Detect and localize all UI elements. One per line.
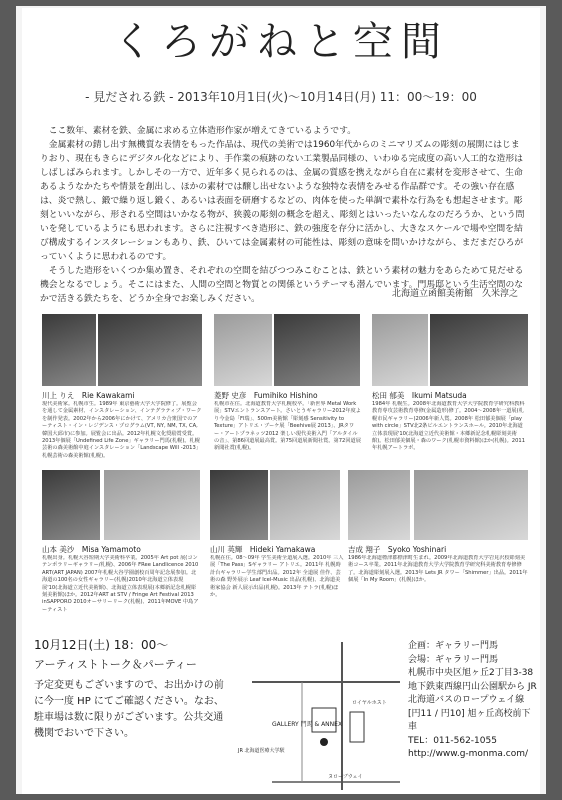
artist-bio: 現代美術家。札幌市生。1989年 東京藝術大学大学院修了。展覧会を通して金属素材、インスタレーション、インテグラティブ・ワークを制作発表。2002年から2006年にかけて、アメリカ合衆国でのアーティスト・イン・レジデンス・プログラム(VT, NY, NM, TX, CA, 韓国大邱市)に参加。展覧会に出品。2012年札幌文化奨励賞受賞。2013年個展「Undefined Life Zone」ギャラリー門馬(札幌)。札幌芸術の森美術館中庭インスタレーション「Landscape Will -2013」札幌芸術の森美術館(札幌)。 (42, 401, 202, 459)
access-map (232, 642, 400, 790)
map-station-label: JR 北海道医療大学駅 (238, 748, 285, 754)
artist-name: 山本 美沙 Misa Yamamoto (42, 545, 141, 554)
venue-info (408, 640, 538, 762)
intro-paragraph: そうした造形をいくつか集め置き、それぞれの空間を結びつつみこむことは、鉄という素材の魅力をあらためて見だせる機会となるでしょう。そこにはまた、人間の空間と物質との関係というテーマも潜んでいます。門馬邸という生活空間のなかで活きる鉄たちを、どうか全身でお楽しみください。 (40, 266, 524, 304)
artwork-photo (98, 314, 202, 386)
artist-bio: 札幌在住。08〜09年 学生美術全道展入選。2010年 三人展「The Pass」Sギャラリー アトリエ。2011年 札幌時計台ギャラリー学生部門出品。2012年 全道展 佳作、芸術の森 野外展示 Leaf Icel-Music 出品(札幌)、北海道美術家協会 新人展示出品(札幌)。2013年 テトラ(札幌)ほか。 (210, 555, 344, 599)
website-link[interactable]: http://www.g-monma.com/ (408, 749, 529, 759)
artist-name: 松田 郁美 Ikumi Matsuda (372, 391, 467, 400)
map-gallery-label: GALLERY 門馬 & ANNEX (272, 721, 343, 728)
artist-bio: 札幌出身。札幌大谷短期大学美術科卒業。2005年 Art pot 展(コンテンポラリーギャラリー/札幌)、2006年 FRee Landlicence 2010 ART(ART JAPAN) 2007年札幌大谷学園創校百周年記念展参加。北海道の100名の女性ギャラリー(札幌)2010年北海道立体表現展'10(北海道立近代美術館)、北海道立体表現展(本郷新記念札幌彫刻美術館)ほか。2012年ART at STV / Fringe Art Festival 2013 inSAPPORO 2010オーサリーリーク(札幌)、2011年MOVE 中島アーティスト (42, 555, 199, 613)
artist-name: 吉成 翔子 Syoko Yoshinari (348, 545, 447, 554)
artist-portrait (210, 470, 268, 540)
artist-name: 山川 英輝 Hideki Yamakawa (210, 545, 316, 554)
info-line: 企画：ギャラリー門馬 (408, 641, 499, 651)
intro-paragraph: 金属素材の錆し出す無機質な表情をもった作品は、現代の美術では1960年代からのミニマリズムの彫刻の展開にはじまりおり、現在もきらにデジタル化などにより、手作業の痕跡のない工業製品同様の、いわゆる完成度の高い人工的な造形はしばしばみられます。しかしその一方で、近年多く見られるのは、金属の質感を携えながら自在に素材を変形させて、生命あるようなかたちや情景を創出し、ほかの素材では醸し出せないような独特な表情をみせる作品群です。その強い存在感は、炎で熱し、鍛で繰り返し鍛く、あるいは表面を研磨するなどの、肉体を使った単調で素朴な行為をも想起させます。彫刻といいながら、形される空間はいかなる物が、狭義の彫刻の概念を超え、彫刻とはいったいなんなのだろうか、という問いを発しているようにも思われます。さらに注視すべき造形に、鉄の強度を存分に活かし、大きなスケールで場や空間を結び構成するインスタレーションもあり、鉄、ひいては金属素材の可能性は、彫刻の意味を問いかけながら、まだまだひろがっていくように思われるのです。 (40, 140, 525, 262)
artwork-photo (414, 470, 528, 540)
info-line: [円11 / 円10] 旭ヶ丘高校前下車 (408, 708, 531, 732)
artist-portrait (42, 314, 96, 386)
artwork-photo (270, 470, 340, 540)
artist-name: 菱野 史彦 Fumihiko Hishino (214, 391, 318, 400)
talk-date: 10月12日(土) 18：00〜 (34, 638, 169, 652)
flyer-content (22, 8, 540, 794)
info-line: 会場：ギャラリー門馬 (408, 654, 499, 665)
artwork-photo (274, 314, 360, 386)
exhibition-subtitle: - 見だされる鉄 - 2013年10月1日(火)〜10月14日(月) 11：00〜19：00 (85, 90, 477, 104)
info-line: 札幌市中央区旭ヶ丘2丁目3-38 (408, 668, 534, 678)
artist-portrait (372, 314, 428, 386)
artist-name: 川上 りえ Rie Kawakami (42, 391, 135, 400)
exhibition-title: くろがねと空間 (113, 19, 449, 65)
visit-note: 予定変更もございますので、お出かけの前に今一度 HP にてご確認ください。なお、駐車場は数に限りがございます。公共交通機関でおいで下さい。 (34, 680, 224, 739)
map-road-label: ロイヤルホスト (352, 700, 387, 706)
artist-portrait (42, 470, 100, 540)
artist-portrait (214, 314, 272, 386)
intro-paragraph: ここ数年、素材を鉄、金属に求める立体造形作家が増えてきているようです。 (48, 126, 356, 136)
info-line: 地下鉄東西線円山公園駅から JR 北海道バスのロープウェイ線 (408, 681, 537, 705)
author-signature: 北海道立函館美術館 久米淳之 (391, 289, 518, 299)
info-line: TEL：011-562-1055 (408, 735, 497, 746)
artist-portrait (348, 470, 410, 540)
artwork-photo (104, 470, 200, 540)
artist-bio: 1986年北海道標津郡標津町生まれ。2009年北海道教育大学岩見沢校彫刻美術コース卒業。2011年北海道教育大学大学院教育学研究科美術教育専修修了。北海道彫刻展入選。2013年 Lets JR タワー「Shimmer」出品。2011年個展「In My Room」(札幌)ほか。 (348, 555, 528, 584)
artist-bio: 1984年 札幌生。2008年北海道教育大学大学院教育学研究科教科教育専攻芸術教育専修(金属造形)修了。2004〜2008年一道展(札幌市民ギャラリー)2006年新人賞。2008年 松田郁美個展「play with circle」STV北2条ビルエントランスホール。2010年北海道立体表現展'10(北海道立近代美術館・本郷新記念札幌彫刻美術館)。松田郁美個展・森のワーク(札幌市資料館)ほか(札幌)。2011年札幌アートラボ。 (372, 401, 526, 452)
map-road-label: ヌローブウェイ (328, 774, 363, 780)
artist-bio: 札幌市在住。北海道教育大学札幌校卒。「新世界 Metal Work 展」STVエントランスアート。さいとうギャラリー2012年度より今金島「Fl瑞」、500m美術館「彫刻感 Sensitivity to Texture」アトリエ・ブーケ展「Beehive展 2013」、JRタワー・アートプラネッツ2012 楽しい現代美術入門「アルタイルの音」、第86回道展最高賞。第75回道展新聞社賞。第72回道展新聞社賞(札幌)。 (214, 401, 361, 452)
intro-text (40, 124, 526, 306)
talk-title: アーティストトーク＆パーティー (34, 658, 197, 671)
artwork-photo (430, 314, 528, 386)
